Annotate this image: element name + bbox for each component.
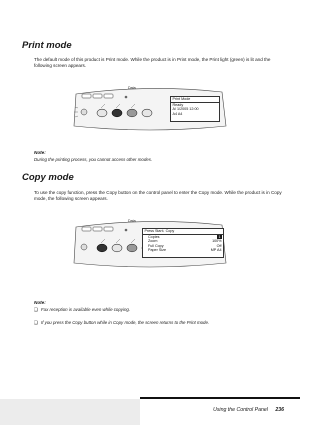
footer-shade [0, 399, 140, 425]
print-mode-note-text: During the printing process, you cannot access other modes. [34, 157, 153, 162]
copy-mode-bullet-1: Fax reception is available even while copying. [41, 307, 131, 312]
lcd-row-label: Copies [148, 234, 160, 239]
footer-rule [140, 397, 300, 399]
print-mode-body: The default mode of this product is Print mode. While the product is in Print mode, the Print light (green) is lit and the following screen appears. [34, 57, 271, 69]
lcd-title: Print Mode [171, 97, 219, 103]
bullet-mark: ❑ [34, 307, 38, 312]
print-mode-note-label: Note: [34, 150, 46, 155]
copy-mode-note-label: Note: [34, 300, 46, 305]
page-footer [213, 407, 284, 413]
print-mode-heading: Print mode [22, 40, 72, 51]
lcd-line: Ready [172, 102, 184, 107]
copy-mode-bullet-2: If you press the Copy button while in Copy mode, the screen returns to the Print mode. [41, 320, 210, 325]
lcd-screen [142, 228, 224, 258]
lcd-row-label: Full Copy [148, 243, 164, 248]
lcd-line: A/ 1/2005 12:00 [172, 107, 199, 112]
lcd-row-label: Paper Size [148, 248, 167, 253]
lcd-row-value: 1 [218, 234, 221, 239]
lcd-row-label: Zoom [148, 239, 158, 244]
lcd-title: Press Start↓ Copy [143, 229, 223, 235]
copy-mode-heading: Copy mode [22, 172, 74, 183]
print-mode-control-panel [70, 80, 230, 135]
lcd-row-value: MP A4 [210, 248, 222, 253]
lcd-row-paper-size [143, 248, 223, 253]
lcd-screen [170, 96, 220, 122]
data-light-label: Data [128, 219, 136, 223]
footer-section-name: Using the Control Panel [213, 407, 268, 413]
copy-mode-body: To use the copy function, press the Copy button on the control panel to enter the Copy mode. While the product is in Copy mode, the following screen appears. [34, 190, 282, 202]
data-light-label: Data [128, 86, 136, 90]
lcd-row-value: Off [216, 243, 222, 248]
lcd-line: A4 A4 [172, 111, 183, 116]
copy-mode-control-panel [70, 213, 230, 268]
footer-page-number: 236 [275, 407, 284, 413]
lcd-row-value: 100% [212, 239, 222, 244]
bullet-mark: ❑ [34, 320, 38, 325]
